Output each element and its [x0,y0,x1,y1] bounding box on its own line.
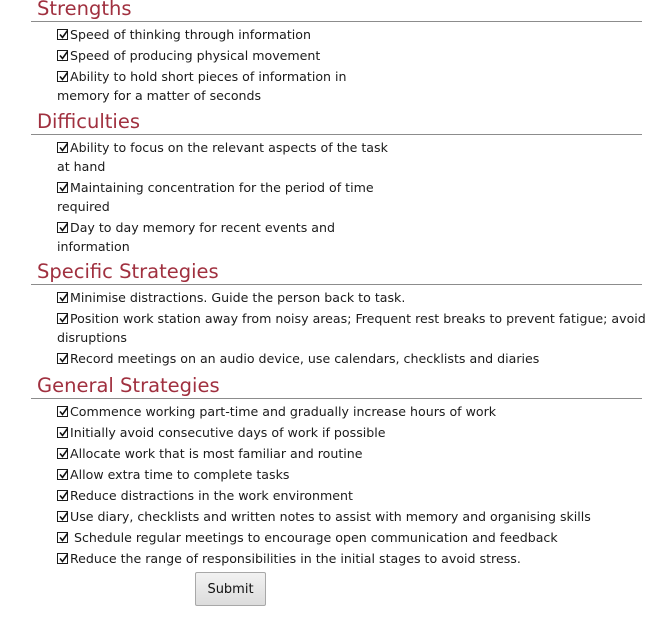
checkbox-label-continued: required [57,199,110,214]
checkbox-label-continued: information [57,239,130,254]
checkmark-icon [58,490,69,501]
checkbox-label: Minimise distractions. Guide the person back to task. [70,290,406,305]
checkbox-item[interactable] [57,528,662,547]
checkbox-label-continued: at hand [57,159,106,174]
checkmark-icon [58,292,69,303]
checkmark-icon [58,532,69,543]
section-heading: Specific Strategies [37,260,219,283]
checkbox-item[interactable] [57,402,662,421]
checkbox-label: Maintaining concentration for the period of time [70,180,374,195]
checkmark-icon [58,406,69,417]
checkbox-item[interactable] [57,46,662,65]
checkbox-label: Speed of thinking through information [70,27,311,42]
checkbox-label: Speed of producing physical movement [70,48,321,63]
checkbox[interactable] [57,353,68,364]
section-strengths [0,0,662,105]
checkbox-label-continued: memory for a matter of seconds [57,88,262,103]
checkmark-icon [58,142,69,153]
checkbox[interactable] [57,511,68,522]
checkbox-item[interactable] [57,138,662,176]
checkbox-label-continued: disruptions [57,330,127,345]
section-general-strategies [0,374,662,568]
section-heading: Difficulties [37,110,141,133]
section-difficulties [0,110,662,256]
checkmark-icon [58,29,69,40]
checkbox-label: Schedule regular meetings to encourage open communication and feedback [70,530,558,545]
checkbox-item[interactable] [57,178,662,216]
checkmark-icon [58,182,69,193]
checkbox-label: Reduce distractions in the work environment [70,488,353,503]
checkbox-label: Allocate work that is most familiar and routine [70,446,363,461]
checkbox-label: Position work station away from noisy areas; Frequent rest breaks to prevent fatigue; avoid [70,311,646,326]
checkbox[interactable] [57,553,68,564]
section-heading: General Strategies [37,374,220,397]
checkbox[interactable] [57,490,68,501]
checkbox-item[interactable] [57,288,662,307]
checkbox[interactable] [57,406,68,417]
checkbox-label: Allow extra time to complete tasks [70,467,290,482]
checkmark-icon [58,50,69,61]
checkbox[interactable] [57,71,68,82]
submit-button[interactable]: Submit [195,572,266,606]
section-specific-strategies [0,260,662,368]
checkbox[interactable] [57,50,68,61]
checkbox-item[interactable] [57,349,662,368]
checkmark-icon [58,469,69,480]
checkbox[interactable] [57,469,68,480]
checkbox[interactable] [57,222,68,233]
checkmark-icon [58,427,69,438]
section-heading: Strengths [37,0,132,20]
checkbox-label: Initially avoid consecutive days of work if possible [70,425,386,440]
checkbox-item[interactable] [57,549,662,568]
checkbox-item[interactable] [57,465,662,484]
checkbox[interactable] [57,142,68,153]
checkmark-icon [58,353,69,364]
checkmark-icon [58,553,69,564]
checkbox-item[interactable] [57,218,662,256]
checkbox-label: Day to day memory for recent events and [70,220,335,235]
checkbox[interactable] [57,313,68,324]
checkbox-item[interactable] [57,309,662,347]
checkbox-label: Ability to hold short pieces of information in [70,69,347,84]
checkbox[interactable] [57,448,68,459]
checkbox-label: Ability to focus on the relevant aspects of the task [70,140,388,155]
checkbox-item[interactable] [57,444,662,463]
checkbox[interactable] [57,292,68,303]
checkbox-item[interactable] [57,25,662,44]
checkmark-icon [58,448,69,459]
checkmark-icon [58,313,69,324]
checkbox-item[interactable] [57,67,662,105]
checkbox-label: Use diary, checklists and written notes to assist with memory and organising skills [70,509,591,524]
checkbox-item[interactable] [57,486,662,505]
checkbox-label: Reduce the range of responsibilities in the initial stages to avoid stress. [70,551,521,566]
checkbox[interactable] [57,532,68,543]
checkmark-icon [58,222,69,233]
checkbox[interactable] [57,182,68,193]
checkmark-icon [58,71,69,82]
checkbox-item[interactable] [57,507,662,526]
checkbox-label: Record meetings on an audio device, use calendars, checklists and diaries [70,351,540,366]
checkmark-icon [58,511,69,522]
checkbox[interactable] [57,427,68,438]
checkbox-label: Commence working part-time and gradually increase hours of work [70,404,497,419]
checkbox[interactable] [57,29,68,40]
checkbox-item[interactable] [57,423,662,442]
